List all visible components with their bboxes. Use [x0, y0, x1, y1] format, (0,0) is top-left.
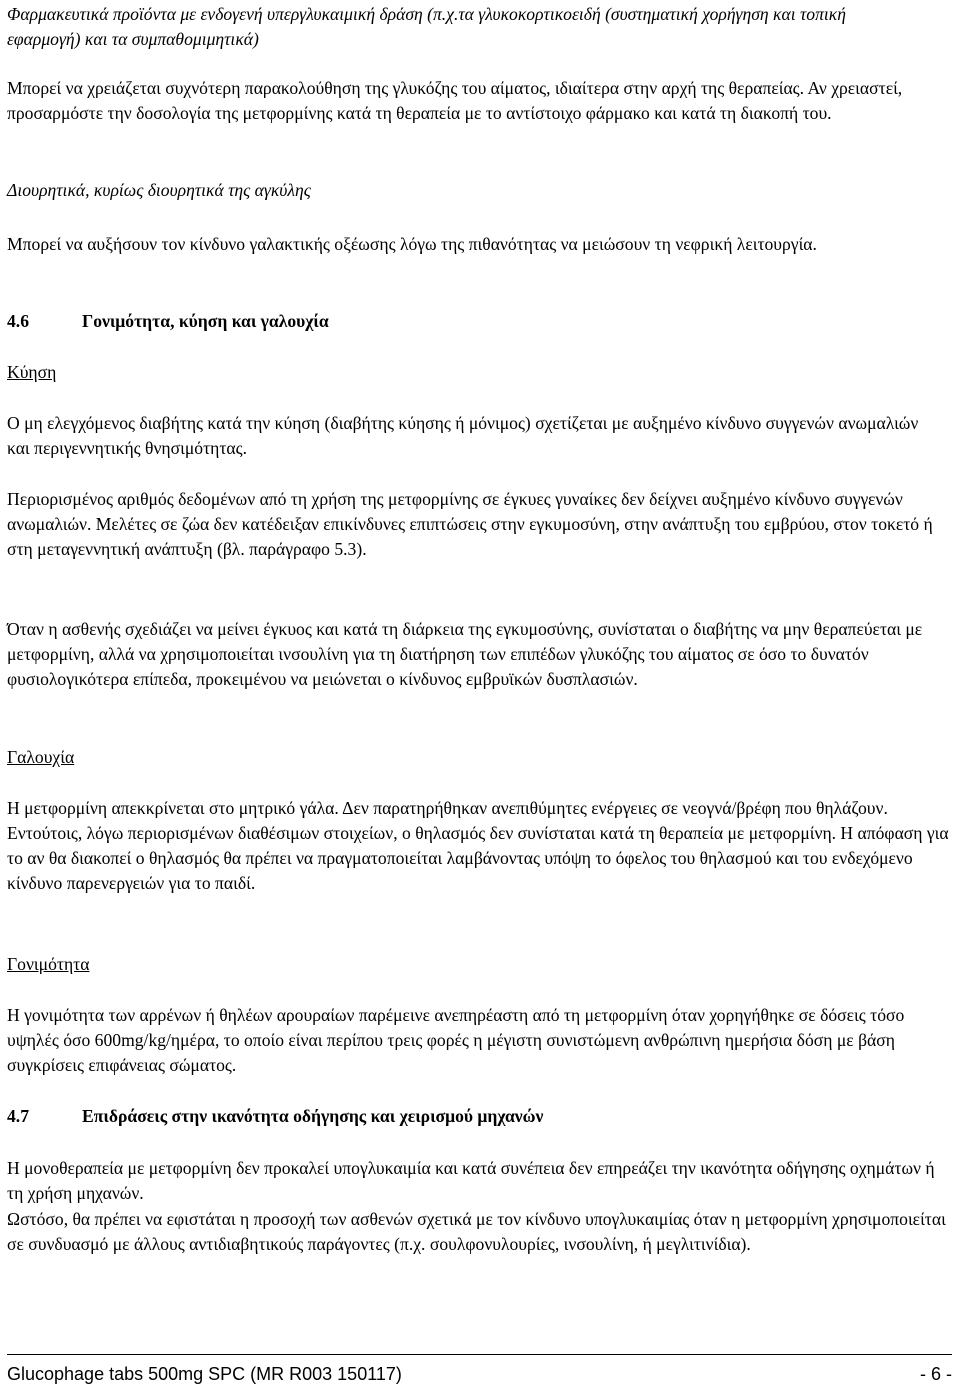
section-title: Γονιμότητα, κύηση και γαλουχία [82, 311, 329, 331]
interaction-text-diuretics: Μπορεί να αυξήσουν τον κίνδυνο γαλακτικής οξέωσης λόγω της πιθανότητας να μειώσουν τη νεφρική λειτουργία. [7, 234, 817, 254]
driving-paragraph: Ωστόσο, θα πρέπει να εφιστάται η προσοχή των ασθενών σχετικά με τον κίνδυνο υπογλυκαιμίας όταν η μετφορμίνη χρησιμοποιείται σε συνδυασμό με άλλους αντιδιαβητικούς παράγοντες (π.χ. σουλφονυλουρίες, ινσουλίνη, ή μεγλιτινίδια). [7, 1209, 946, 1254]
section-title: Επιδράσεις στην ικανότητα οδήγησης και χειρισμού μηχανών [82, 1106, 544, 1126]
pregnancy-paragraph: Ο μη ελεγχόμενος διαβήτης κατά την κύηση (διαβήτης κύησης ή μόνιμος) σχετίζεται με αυξημένο κίνδυνο συγγενών ανωμαλιών και περιγεννητικής θνησιμότητας. [7, 413, 919, 458]
section-heading-4-7 [7, 1104, 543, 1129]
interaction-subheading-diuretics: Διουρητικά, κυρίως διουρητικά της αγκύλης [7, 180, 311, 200]
interaction-subheading-hyperglycemic: Φαρμακευτικά προϊόντα με ενδογενή υπεργλυκαιμική δράση (π.χ.τα γλυκοκορτικοειδή (συστηματική χορήγηση και τοπική εφαρμογή) και τα συμπαθομιμητικά) [7, 4, 846, 49]
section-number: 4.7 [7, 1106, 29, 1126]
footer-document-ref: Glucophage tabs 500mg SPC (MR R003 150117) [7, 1364, 402, 1384]
subsection-label-pregnancy: Κύηση [7, 362, 57, 382]
lactation-paragraph: Η μετφορμίνη απεκκρίνεται στο μητρικό γάλα. Δεν παρατηρήθηκαν ανεπιθύμητες ενέργειες σε νεογνά/βρέφη που θηλάζουν. Εντούτοις, λόγω περιορισμένων διαθέσιμων στοιχείων, ο θηλασμός δεν συνίσταται κατά τη θεραπεία με μετφορμίνη. Η απόφαση για το αν θα διακοπεί ο θηλασμός θα πρέπει να πραγματοποιείται λαμβάνοντας υπόψη το όφελος του θηλασμού και του ενδεχόμενο κίνδυνο παρενεργειών για το παιδί. [7, 798, 949, 893]
section-heading-4-6 [7, 309, 329, 334]
section-number: 4.6 [7, 311, 29, 331]
pregnancy-paragraph: Όταν η ασθενής σχεδιάζει να μείνει έγκυος και κατά τη διάρκεια της εγκυμοσύνης, συνίσταται ο διαβήτης να μην θεραπεύεται με μετφορμίνη, αλλά να χρησιμοποιείται ινσουλίνη για τη διατήρηση των επιπέδων γλυκόζης του αίματος σε όσο το δυνατόν φυσιολογικότερα επίπεδα, προκειμένου να μειώνεται ο κίνδυνος εμβρυϊκών δυσπλασιών. [7, 619, 923, 689]
driving-paragraph: Η μονοθεραπεία με μετφορμίνη δεν προκαλεί υπογλυκαιμία και κατά συνέπεια δεν επηρεάζει την ικανότητα οδήγησης οχημάτων ή τη χρήση μηχανών. [7, 1158, 935, 1203]
page-footer [7, 1354, 952, 1387]
interaction-text-hyperglycemic: Μπορεί να χρειάζεται συχνότερη παρακολούθηση της γλυκόζης του αίματος, ιδιαίτερα στην αρχή της θεραπείας. Αν χρειαστεί, προσαρμόστε την δοσολογία της μετφορμίνης κατά τη θεραπεία με το αντίστοιχο φάρμακο και κατά τη διακοπή του. [7, 78, 903, 123]
fertility-paragraph: Η γονιμότητα των αρρένων ή θηλέων αρουραίων παρέμεινε ανεπηρέαστη από τη μετφορμίνη όταν χορηγήθηκε σε δόσεις τόσο υψηλές όσο 600mg/kg/ημέρα, το οποίο είναι περίπου τρεις φορές η μέγιστη συνιστώμενη ανθρώπινη ημερήσια δόση με βάση συγκρίσεις επιφάνειας σώματος. [7, 1005, 905, 1075]
subsection-label-fertility: Γονιμότητα [7, 954, 90, 974]
pregnancy-paragraph: Περιορισμένος αριθμός δεδομένων από τη χρήση της μετφορμίνης σε έγκυες γυναίκες δεν δείχνει αυξημένο κίνδυνο συγγενών ανωμαλιών. Μελέτες σε ζώα δεν κατέδειξαν επικίνδυνες επιπτώσεις στην εγκυμοσύνη, στην ανάπτυξη του εμβρύου, στον τοκετό ή στη μεταγεννητική ανάπτυξη (βλ. παράγραφο 5.3). [7, 489, 933, 559]
subsection-label-lactation: Γαλουχία [7, 747, 75, 767]
footer-page-number: - 6 - [919, 1364, 952, 1384]
